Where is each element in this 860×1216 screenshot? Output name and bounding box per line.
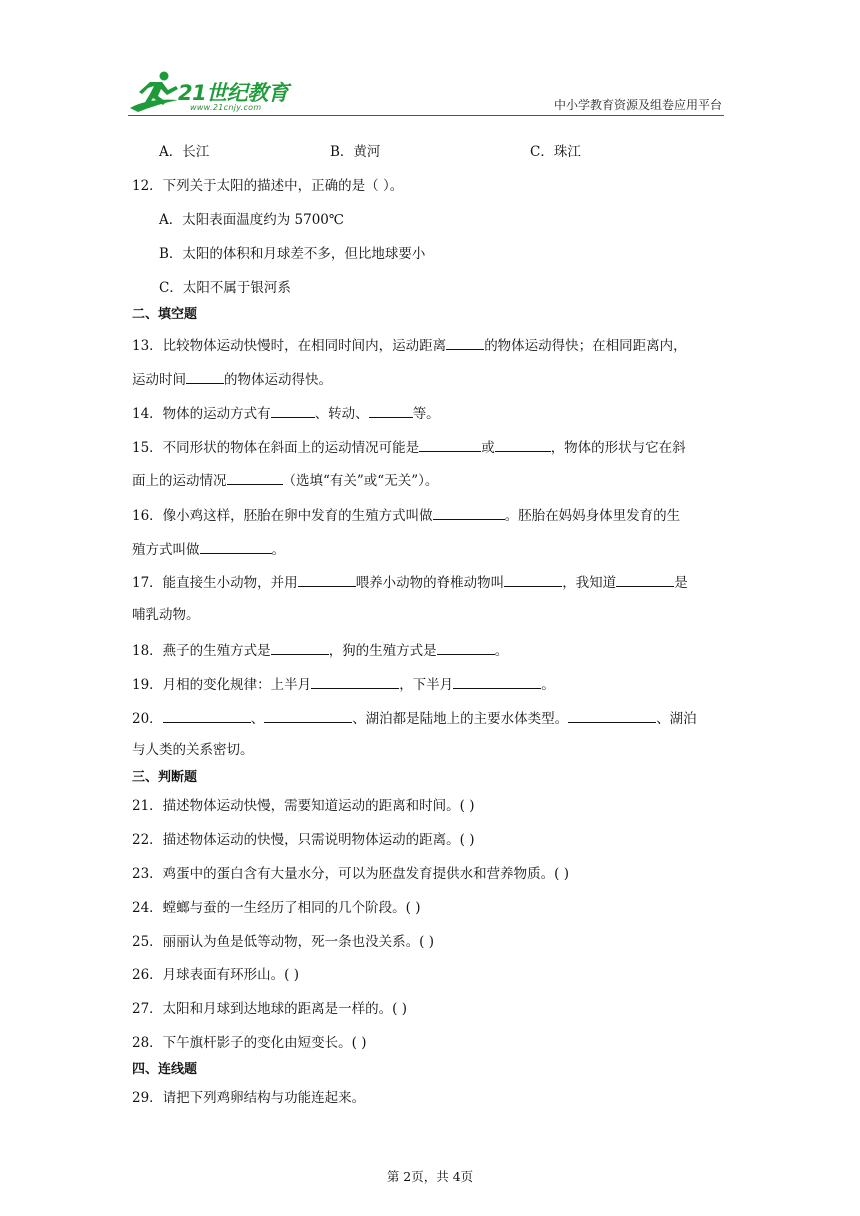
blank[interactable] (271, 403, 315, 418)
blank[interactable] (437, 640, 495, 655)
section-match-title: 四、连线题 (132, 1062, 198, 1077)
blank[interactable] (419, 437, 481, 452)
q12-option-b: B．太阳的体积和月球差不多，但比地球要小 (159, 246, 426, 262)
blank[interactable] (495, 437, 551, 452)
q17-line1: 17．能直接生小动物，并用 喂养小动物的脊椎动物叫 ，我知道 是 (132, 572, 688, 592)
q16-line1: 16．像小鸡这样，胚胎在卵中发育的生殖方式叫做 。胚胎在妈妈身体里发育的生 (132, 505, 680, 525)
blank[interactable] (271, 640, 329, 655)
platform-name: 中小学教育资源及组卷应用平台 (553, 98, 722, 112)
blank[interactable] (227, 470, 283, 485)
blank[interactable] (568, 708, 656, 723)
page-footer: 第 2页，共 4页 (386, 1169, 474, 1184)
blank[interactable] (186, 369, 224, 384)
judge-item: 26．月球表面有环形山。( ) (132, 967, 300, 983)
blank[interactable] (433, 505, 505, 520)
q11-option-a: A．长江 (159, 144, 210, 160)
page-header (128, 66, 724, 116)
q14: 14．物体的运动方式有 、转动、 等。 (132, 403, 440, 423)
blank[interactable] (616, 572, 674, 587)
blank[interactable] (311, 674, 399, 689)
q17-line2: 哺乳动物。 (132, 607, 200, 623)
judge-item: 21．描述物体运动快慢，需要知道运动的距离和时间。( ) (132, 798, 475, 814)
logo (128, 66, 298, 114)
blank[interactable] (504, 572, 562, 587)
judge-item: 28．下午旗杆影子的变化由短变长。( ) (132, 1035, 367, 1051)
q16-line2: 殖方式叫做 。 (132, 539, 285, 559)
blank[interactable] (453, 674, 541, 689)
q29: 29．请把下列鸡卵结构与功能连起来。 (132, 1090, 366, 1106)
q12-option-c: C．太阳不属于银河系 (159, 280, 291, 296)
q11-option-c: C．珠江 (530, 144, 581, 160)
section-fill-title: 二、填空题 (132, 307, 198, 322)
judge-item: 24．螳螂与蚕的一生经历了相同的几个阶段。( ) (132, 900, 421, 916)
judge-item: 23．鸡蛋中的蛋白含有大量水分，可以为胚盘发育提供水和营养物质。( ) (132, 866, 570, 882)
q20-line2: 与人类的关系密切。 (132, 742, 254, 758)
blank[interactable] (298, 572, 356, 587)
q11-option-b: B．黄河 (330, 144, 381, 160)
blank[interactable] (446, 335, 484, 350)
q15-line1: 15．不同形状的物体在斜面上的运动情况可能是 或 ，物体的形状与它在斜 (132, 437, 686, 457)
q12-stem: 12．下列关于太阳的描述中，正确的是（ ）。 (132, 178, 404, 194)
header-divider (128, 115, 724, 116)
blank[interactable] (369, 403, 413, 418)
q20-line1: 20． 、 、湖泊都是陆地上的主要水体类型。 、湖泊 (132, 708, 697, 728)
judge-item: 25．丽丽认为鱼是低等动物，死一条也没关系。( ) (132, 934, 435, 950)
logo-url: www.21cnjy.com (190, 103, 262, 112)
q13-line1: 13．比较物体运动快慢时，在相同时间内，运动距离 的物体运动得快；在相同距离内， (132, 335, 687, 355)
q13-line2: 运动时间 的物体运动得快。 (132, 369, 332, 389)
section-judge-title: 三、判断题 (132, 770, 198, 785)
q18: 18．燕子的生殖方式是 ，狗的生殖方式是 。 (132, 640, 508, 660)
blank[interactable] (163, 708, 251, 723)
judge-item: 27．太阳和月球到达地球的距离是一样的。( ) (132, 1001, 408, 1017)
judge-item: 22．描述物体运动的快慢，只需说明物体运动的距离。( ) (132, 832, 475, 848)
blank[interactable] (200, 539, 272, 554)
q15-line2: 面上的运动情况 （选填“有关”或“无关”）。 (132, 470, 438, 490)
blank[interactable] (264, 708, 352, 723)
logo-text: 21世纪教育 (178, 81, 289, 105)
q19: 19．月相的变化规律：上半月 ，下半月 。 (132, 674, 555, 694)
q12-option-a: A．太阳表面温度约为 5700℃ (159, 212, 344, 228)
